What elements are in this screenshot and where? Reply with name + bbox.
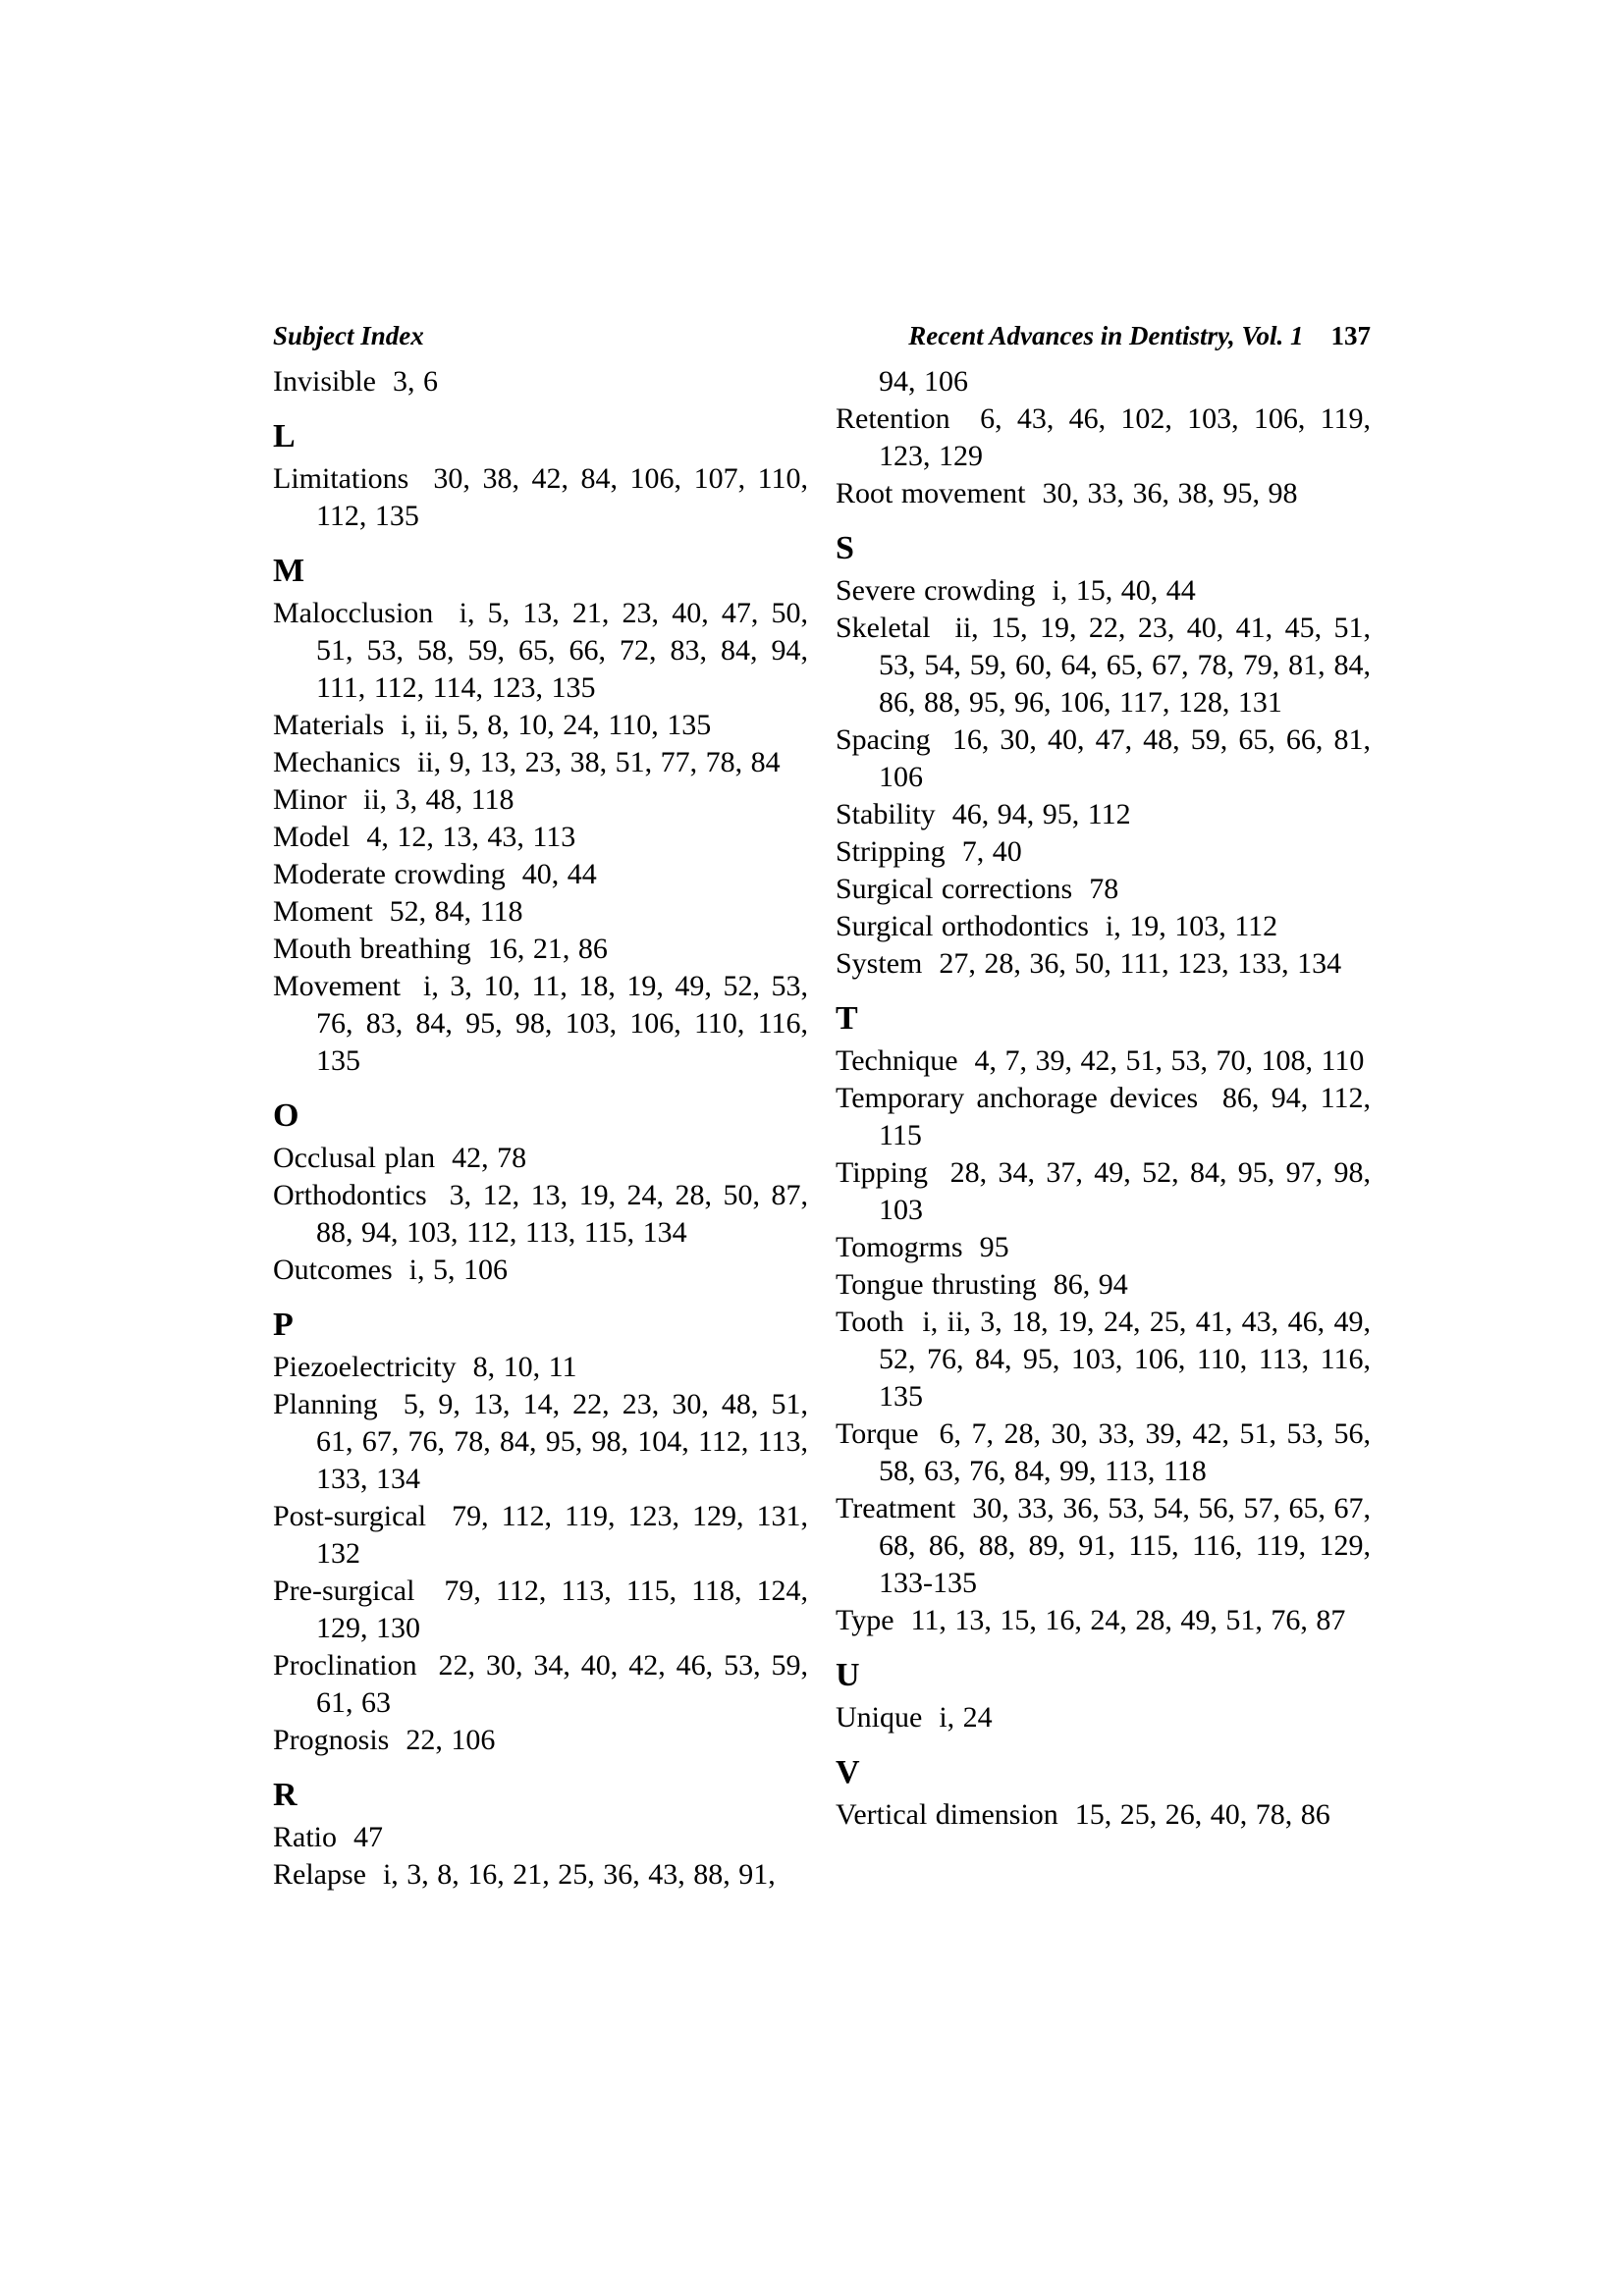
index-term: Temporary anchorage devices (836, 1082, 1199, 1114)
index-pages: 22, 30, 34, 40, 42, 46, 53, 59, 61, 63 (316, 1649, 809, 1719)
index-entry (836, 721, 1371, 796)
index-entry (273, 931, 808, 968)
index-pages: 52, 84, 118 (389, 895, 523, 928)
header-book-info (908, 320, 1371, 351)
index-term: Pre-surgical (273, 1575, 415, 1607)
index-entry (836, 796, 1371, 833)
index-pages: 27, 28, 36, 50, 111, 123, 133, 134 (939, 947, 1342, 980)
index-pages: 6, 7, 28, 30, 33, 39, 42, 51, 53, 56, 58, 63, 76, 84, 99, 113, 118 (879, 1417, 1372, 1487)
index-pages: 78 (1089, 873, 1119, 905)
index-term: System (836, 947, 923, 980)
index-entry (836, 1796, 1371, 1834)
index-entry-continuation (836, 363, 1371, 400)
index-pages: 15, 25, 26, 40, 78, 86 (1074, 1798, 1330, 1831)
index-pages: i, ii, 3, 18, 19, 24, 25, 41, 43, 46, 49, 52, 76, 84, 95, 103, 106, 110, 113, 116, 135 (879, 1306, 1371, 1413)
index-entry (273, 781, 808, 819)
index-pages: i, ii, 5, 8, 10, 24, 110, 135 (401, 709, 712, 741)
index-entry (273, 707, 808, 744)
section-letter: V (836, 1754, 860, 1790)
index-term: Retention (836, 402, 950, 435)
index-pages: i, 3, 10, 11, 18, 19, 49, 52, 53, 76, 83, 84, 95, 98, 103, 106, 110, 116, 135 (316, 970, 808, 1077)
index-pages: 95 (979, 1231, 1009, 1263)
header-section-title: Subject Index (273, 321, 424, 350)
section-letter: L (273, 418, 296, 454)
index-entry (836, 1229, 1371, 1266)
section-letter: P (273, 1307, 294, 1343)
index-column-left (273, 363, 808, 1894)
index-entry (273, 1140, 808, 1177)
section-letter: S (836, 530, 854, 566)
index-entry (273, 595, 808, 707)
index-pages: 79, 112, 113, 115, 118, 124, 129, 130 (316, 1575, 809, 1644)
index-entry (836, 833, 1371, 871)
index-entry (836, 1304, 1371, 1415)
index-entry (273, 1819, 808, 1856)
index-term: Tongue thrusting (836, 1268, 1037, 1301)
section-letter: M (273, 553, 305, 589)
index-term: Severe crowding (836, 574, 1036, 607)
section-letter: R (273, 1777, 298, 1813)
index-pages: 86, 94 (1053, 1268, 1128, 1301)
index-term: Stability (836, 798, 936, 830)
index-pages: 4, 7, 39, 42, 51, 53, 70, 108, 110 (974, 1044, 1365, 1077)
index-term: Ratio (273, 1821, 337, 1853)
index-term: Mechanics (273, 746, 401, 778)
index-term: Moment (273, 895, 373, 928)
header-book-title: Recent Advances in Dentistry, Vol. 1 (908, 321, 1304, 350)
index-term: Proclination (273, 1649, 417, 1682)
index-term: Occlusal plan (273, 1142, 436, 1174)
index-term: Technique (836, 1044, 958, 1077)
index-entry (273, 819, 808, 856)
index-term: Limitations (273, 462, 409, 495)
index-entry (273, 363, 808, 400)
index-entry (273, 968, 808, 1080)
index-term: Surgical corrections (836, 873, 1073, 905)
page-content (273, 320, 1371, 1894)
index-entry (836, 610, 1371, 721)
index-term: Tomogrms (836, 1231, 963, 1263)
index-entry (273, 1498, 808, 1573)
index-pages: i, 15, 40, 44 (1052, 574, 1196, 607)
index-term: Malocclusion (273, 597, 434, 629)
index-entry (836, 1699, 1371, 1736)
index-term: Movement (273, 970, 401, 1002)
index-term: Planning (273, 1388, 378, 1420)
index-entry (273, 1647, 808, 1722)
index-pages: 6, 43, 46, 102, 103, 106, 119, 123, 129 (879, 402, 1372, 472)
index-term: Treatment (836, 1492, 956, 1524)
index-entry (836, 908, 1371, 945)
index-pages: 11, 13, 15, 16, 24, 28, 49, 51, 76, 87 (910, 1604, 1346, 1636)
index-term: Relapse (273, 1858, 366, 1891)
index-term: Piezoelectricity (273, 1351, 457, 1383)
index-term: Prognosis (273, 1724, 390, 1756)
index-pages: 16, 30, 40, 47, 48, 59, 65, 66, 81, 106 (879, 723, 1372, 793)
index-entry (836, 1415, 1371, 1490)
index-pages: 30, 38, 42, 84, 106, 107, 110, 112, 135 (316, 462, 809, 532)
index-entry (836, 1154, 1371, 1229)
index-term: Skeletal (836, 612, 931, 644)
index-term: Tooth (836, 1306, 904, 1338)
index-entry (836, 945, 1371, 983)
index-term: Stripping (836, 835, 946, 868)
index-pages: 30, 33, 36, 38, 95, 98 (1042, 477, 1298, 509)
index-pages: 46, 94, 95, 112 (951, 798, 1131, 830)
index-pages: 8, 10, 11 (472, 1351, 577, 1383)
index-entry (836, 1042, 1371, 1080)
index-term: Outcomes (273, 1254, 393, 1286)
index-term: Invisible (273, 365, 376, 398)
index-term: Post-surgical (273, 1500, 427, 1532)
index-entry (273, 1722, 808, 1759)
index-entry (836, 1266, 1371, 1304)
index-pages: 28, 34, 37, 49, 52, 84, 95, 97, 98, 103 (879, 1156, 1372, 1226)
section-letter: O (273, 1097, 299, 1134)
section-letter: T (836, 1000, 858, 1037)
index-pages: ii, 15, 19, 22, 23, 40, 41, 45, 51, 53, 54, 59, 60, 64, 65, 67, 78, 79, 81, 84, 86, 88, 95, 96, 106, 117, 128, 131 (879, 612, 1372, 719)
index-entry (273, 1386, 808, 1498)
index-term: Tipping (836, 1156, 928, 1189)
index-term: Materials (273, 709, 385, 741)
index-column-right (836, 363, 1371, 1894)
index-entry (836, 871, 1371, 908)
index-pages: 5, 9, 13, 14, 22, 23, 30, 48, 51, 61, 67, 76, 78, 84, 95, 98, 104, 112, 113, 133, 134 (316, 1388, 809, 1495)
index-pages: i, 5, 13, 21, 23, 40, 47, 50, 51, 53, 58, 59, 65, 66, 72, 83, 84, 94, 111, 112, 114, 123, 135 (316, 597, 809, 704)
index-pages: 30, 33, 36, 53, 54, 56, 57, 65, 67, 68, 86, 88, 89, 91, 115, 116, 119, 129, 133-135 (879, 1492, 1372, 1599)
index-entry (273, 1573, 808, 1647)
index-term: Mouth breathing (273, 933, 471, 965)
index-pages: 42, 78 (452, 1142, 527, 1174)
index-entry (273, 856, 808, 893)
running-header (273, 320, 1371, 351)
index-entry (836, 572, 1371, 610)
index-pages: 86, 94, 112, 115 (879, 1082, 1372, 1151)
index-pages: 3, 12, 13, 19, 24, 28, 50, 87, 88, 94, 103, 112, 113, 115, 134 (316, 1179, 809, 1249)
index-term: Moderate crowding (273, 858, 506, 890)
index-term: Model (273, 821, 351, 853)
index-entry (836, 1490, 1371, 1602)
index-pages: 94, 106 (879, 365, 968, 398)
index-entry (273, 1856, 808, 1894)
index-entry (273, 1349, 808, 1386)
index-entry (273, 460, 808, 535)
header-page-number: 137 (1330, 321, 1371, 350)
index-pages: 16, 21, 86 (487, 933, 608, 965)
index-columns (273, 363, 1371, 1894)
index-pages: ii, 3, 48, 118 (363, 783, 514, 816)
index-term: Unique (836, 1701, 923, 1734)
index-pages: 3, 6 (393, 365, 438, 398)
index-term: Type (836, 1604, 894, 1636)
index-pages: i, 24 (939, 1701, 993, 1734)
index-entry (273, 744, 808, 781)
index-entry (836, 1080, 1371, 1154)
index-entry (836, 400, 1371, 475)
index-pages: ii, 9, 13, 23, 38, 51, 77, 78, 84 (416, 746, 781, 778)
index-pages: 7, 40 (961, 835, 1022, 868)
index-entry (273, 893, 808, 931)
index-pages: 4, 12, 13, 43, 113 (366, 821, 576, 853)
index-pages: 40, 44 (521, 858, 597, 890)
index-entry (273, 1177, 808, 1252)
index-term: Root movement (836, 477, 1026, 509)
index-pages: i, 5, 106 (408, 1254, 508, 1286)
index-entry (836, 1602, 1371, 1639)
index-pages: i, 19, 103, 112 (1105, 910, 1278, 942)
index-pages: i, 3, 8, 16, 21, 25, 36, 43, 88, 91, (382, 1858, 776, 1891)
index-pages: 79, 112, 119, 123, 129, 131, 132 (316, 1500, 808, 1570)
index-term: Surgical orthodontics (836, 910, 1089, 942)
index-term: Vertical dimension (836, 1798, 1058, 1831)
section-letter: U (836, 1657, 860, 1693)
index-pages: 22, 106 (406, 1724, 496, 1756)
index-entry (836, 475, 1371, 512)
index-pages: 47 (353, 1821, 383, 1853)
index-term: Torque (836, 1417, 919, 1450)
index-term: Spacing (836, 723, 931, 756)
index-term: Minor (273, 783, 347, 816)
index-entry (273, 1252, 808, 1289)
index-term: Orthodontics (273, 1179, 427, 1211)
